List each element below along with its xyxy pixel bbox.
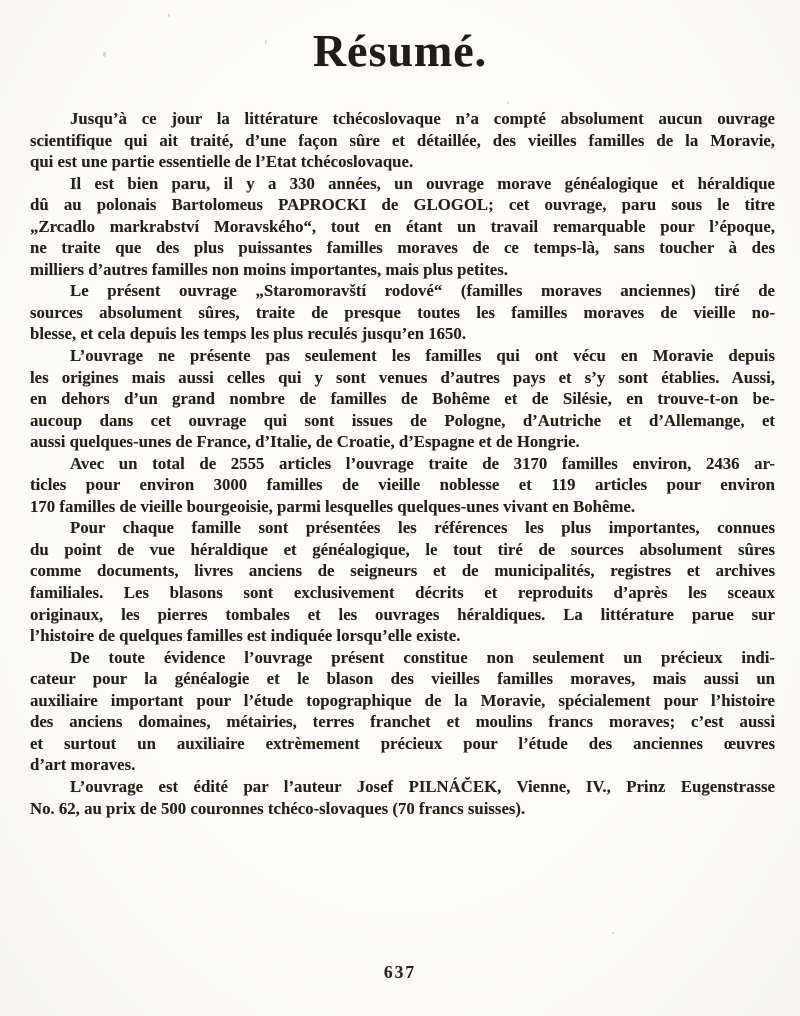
text-line: L’ouvrage est édité par l’auteur Josef PILNÁČEK, Vienne, IV., Prinz Eugenstrasse [70,776,775,796]
scan-speck [168,14,170,17]
text-line: milliers d’autres familles non moins importantes, mais plus petites. [30,259,508,279]
text-line: No. 62, au prix de 500 couronnes tchéco-slovaques (70 francs suisses). [30,798,526,818]
text-line: du point de vue héraldique et généalogique, le tout tiré de sources absolument sûres [30,539,775,559]
scan-speck [612,932,614,934]
scan-speck [90,334,92,336]
paragraph [30,517,775,646]
scan-speck [507,102,509,104]
text-line: des anciens domaines, métairies, terres franchet et moulins francs moraves; c’est aussi [30,712,775,732]
text-line: qui est une partie essentielle de l’Etat tchécoslovaque. [30,152,414,172]
text-line: l’histoire de quelques familles est indiquée lorsqu’elle existe. [30,626,461,646]
text-line: scientifique qui ait traité, d’une façon sûre et détaillée, des vieilles familles de la Moravie, [30,130,775,150]
text-line: familiales. Les blasons sont exclusivement décrits et reproduits d’après les sceaux [30,583,775,603]
text-line: Avec un total de 2555 articles l’ouvrage traite de 3170 familles environ, 2436 ar- [70,453,775,473]
scan-speck [103,52,106,57]
text-line: ne traite que des plus puissantes familles moraves de ce temps-là, sans toucher à des [30,238,775,258]
text-line: „Zrcadlo markrabství Moravského“, tout en étant un travail remarquable pour l’époque, [30,216,775,236]
text-line: auxiliaire important pour l’étude topographique de la Moravie, spécialement pour l’histoire [30,690,775,710]
text-line: cateur pour la généalogie et le blason des vieilles familles moraves, mais aussi un [30,669,775,689]
paragraph [30,647,775,776]
text-line: originaux, les pierres tombales et les ouvrages héraldiques. La littérature parue sur [30,604,775,624]
text-line: De toute évidence l’ouvrage présent constitue non seulement un précieux indi- [70,647,775,667]
document-body [30,108,775,819]
text-line: 170 familles de vieille bourgeoisie, parmi lesquelles quelques-unes vivant en Bohême. [30,496,636,516]
scan-speck [265,40,267,44]
text-line: en dehors d’un grand nombre de familles de Bohême et de Silésie, en trouve-t-on be- [30,389,775,409]
text-line: Il est bien paru, il y a 330 années, un ouvrage morave généalogique et héraldique [70,173,775,193]
page-title: Résumé. [312,25,488,76]
text-line: Jusqu’à ce jour la littérature tchécoslovaque n’a compté absolument aucun ouvrage [70,109,775,128]
text-line: Le présent ouvrage „Staromoravští rodové“ (familles moraves anciennes) tiré de [70,281,775,301]
text-line: aucoup dans cet ouvrage qui sont issues de Pologne, d’Autriche et d’Allemange, et [30,410,775,430]
text-line: et surtout un auxiliaire extrèmement précieux pour l’étude des anciennes œuvres [30,733,775,753]
page-number: 637 [383,962,417,982]
scan-speck [744,196,746,198]
text-line: sources absolument sûres, traite de presque toutes les familles moraves de vieille no- [30,302,775,322]
text-line: L’ouvrage ne présente pas seulement les familles qui ont vécu en Moravie depuis [70,346,775,366]
text-line: d’art moraves. [30,755,136,775]
text-line: ticles pour environ 3000 familles de vieille noblesse et 119 articles pour environ [30,475,775,495]
paragraph [30,776,775,819]
text-line: les origines mais aussi celles qui y sont venues d’autres pays et s’y sont établies. Aussi, [30,367,775,387]
text-line: dû au polonais Bartolomeus PAPROCKI de GLOGOL; cet ouvrage, paru sous le titre [30,195,775,215]
text-line: comme documents, livres anciens de seigneurs et de municipalités, registres et archives [30,561,775,581]
paragraph [30,173,775,281]
paragraph [30,108,775,173]
text-line: aussi quelques-unes de France, d’Italie, de Croatie, d’Espagne et de Hongrie. [30,432,580,452]
paragraph [30,453,775,518]
text-line: Pour chaque famille sont présentées les références les plus importantes, connues [70,518,775,538]
paragraph [30,280,775,345]
paragraph [30,345,775,453]
text-line: blesse, et cela depuis les temps les plus reculés jusqu’en 1650. [30,324,467,344]
